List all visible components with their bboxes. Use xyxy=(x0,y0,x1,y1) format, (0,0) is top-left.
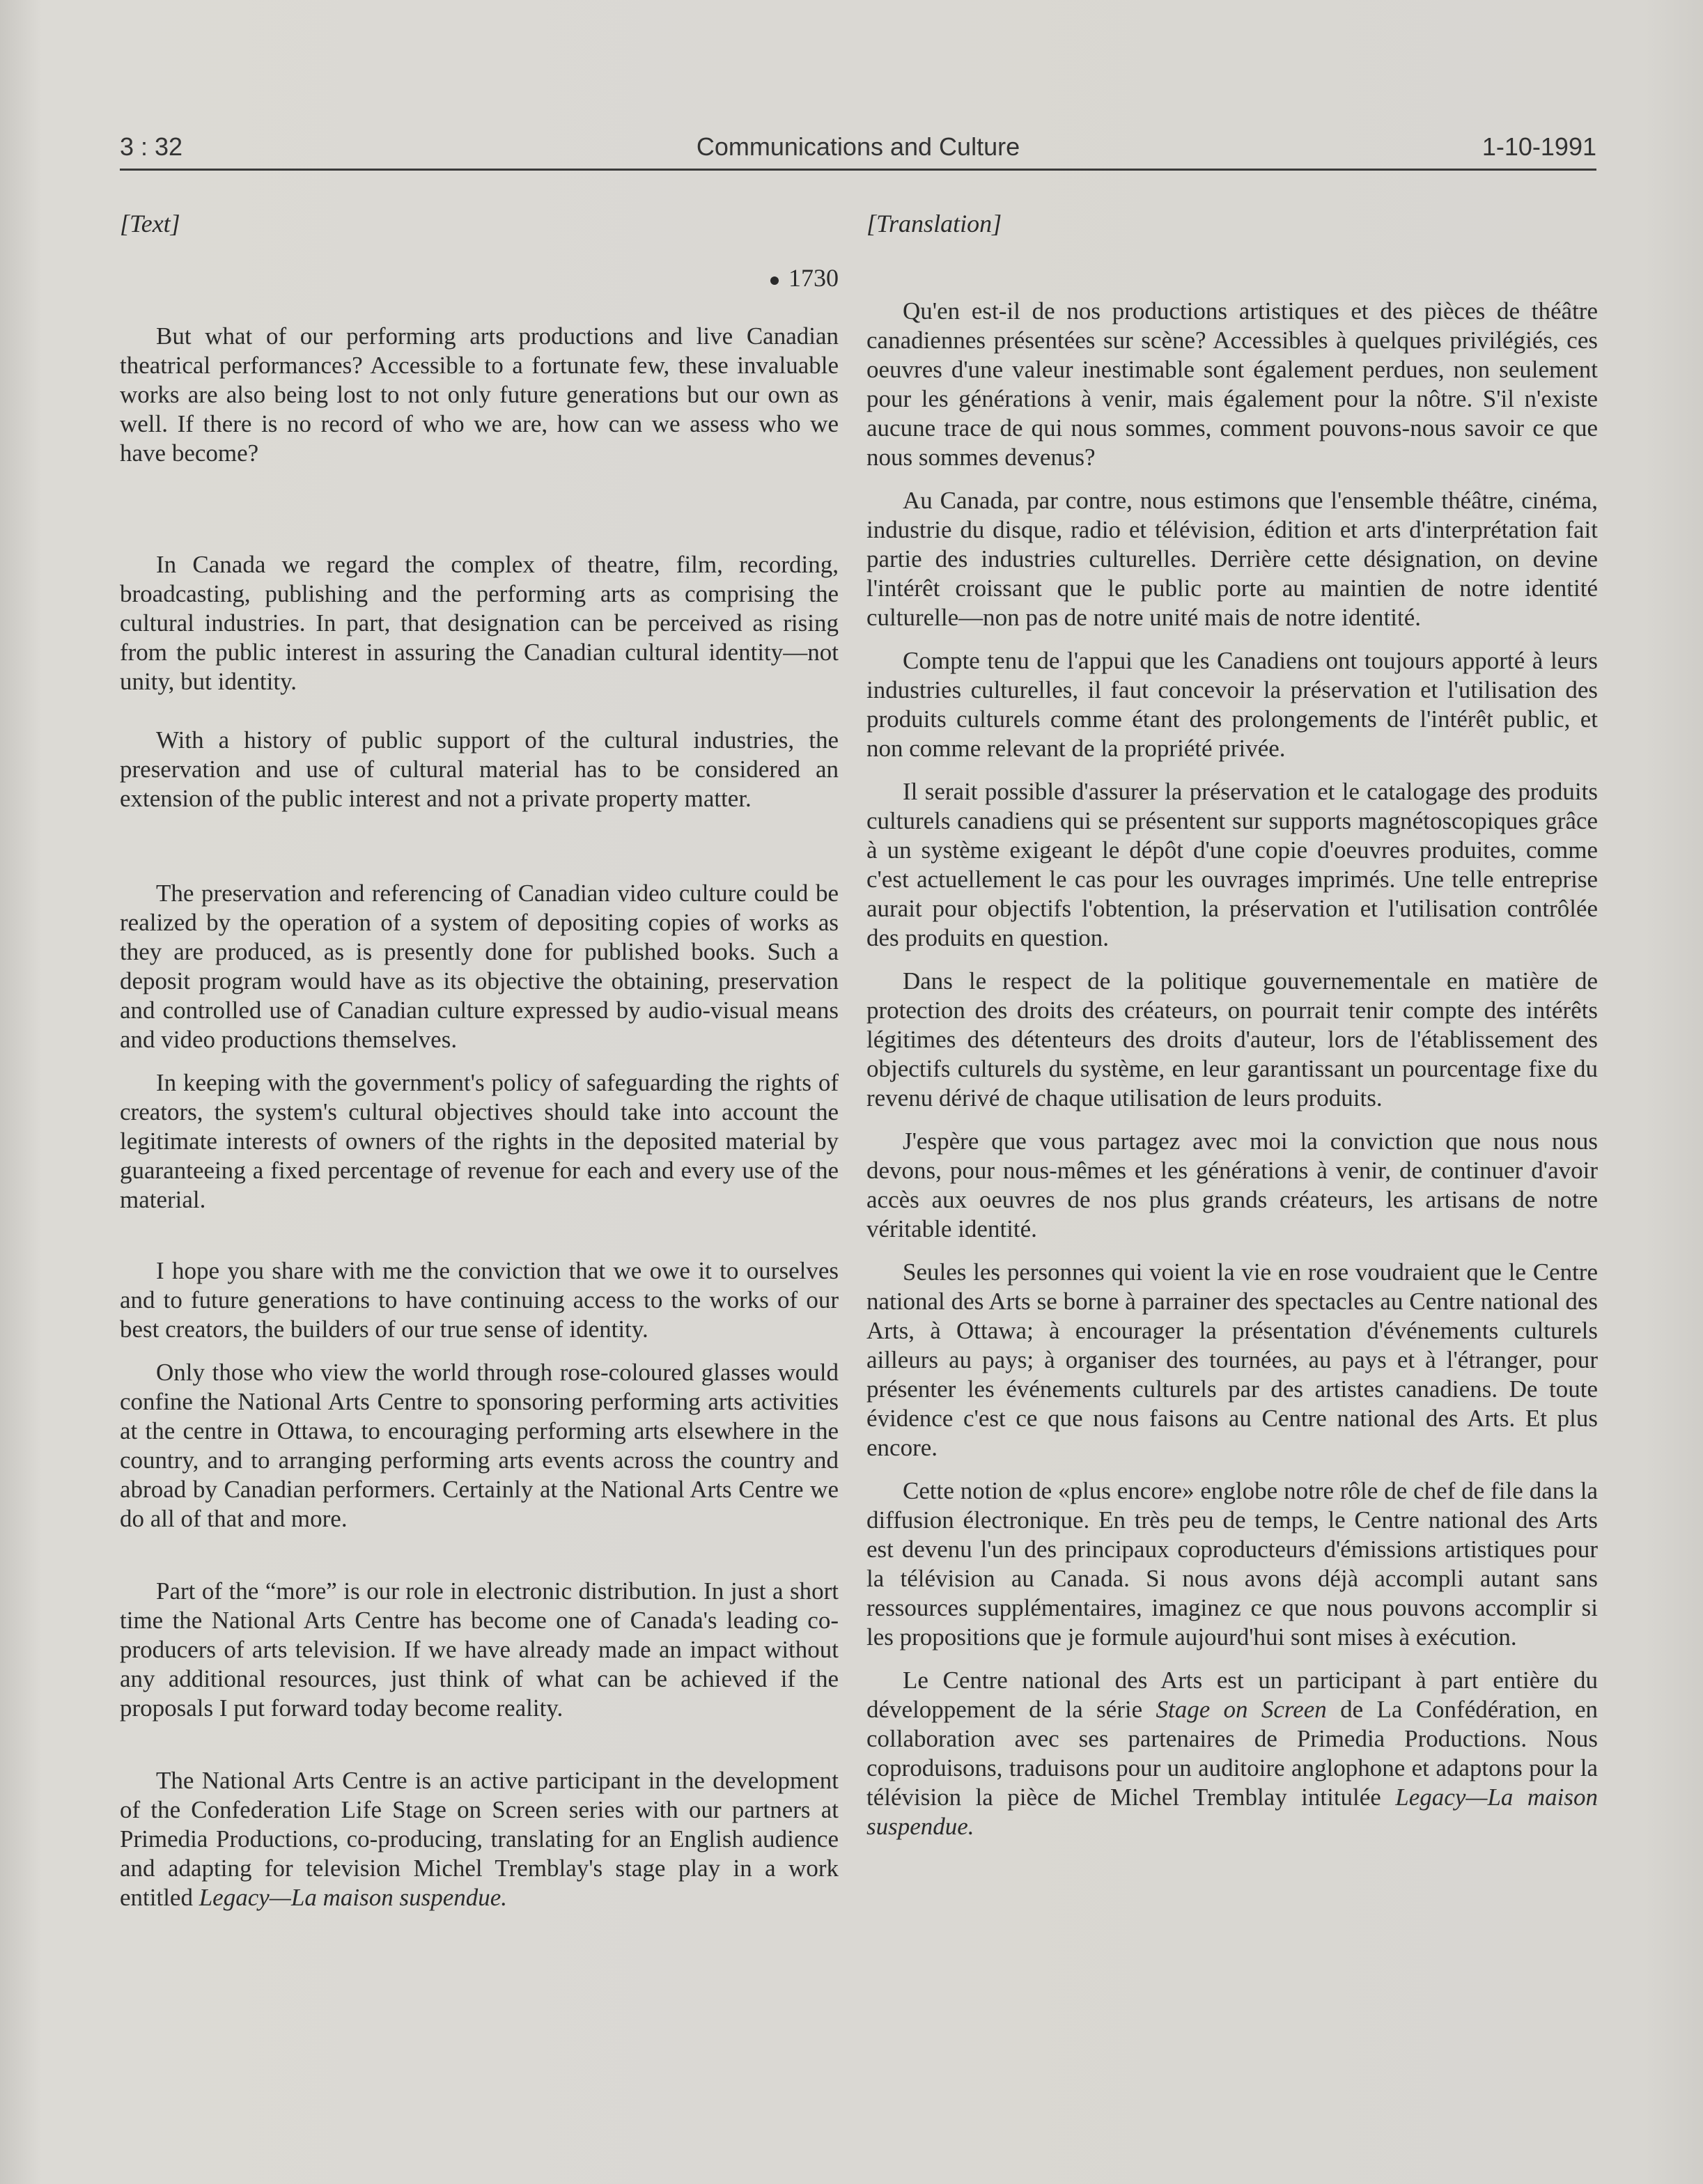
paragraph: With a history of public support of the cultural industries, the preservation and use of cultural material has to be considered an extension of the public interest and not a private property matter. xyxy=(120,726,839,812)
paragraph: Seules les personnes qui voient la vie en rose voudraient que le Centre national des Arts se borne à parrainer des spectacles au Centre national des Arts, à Ottawa; à encourager la présentation d'événements culturels ailleurs au pays; à organiser des tournées, au pays et à l'étranger, pour présenter les événements culturels par des artistes canadiens. De toute évidence c'est ce que nous faisons au Centre national des Arts. Et plus encore. xyxy=(866,1258,1598,1461)
paragraph-text: Le Centre national des Arts est un participant à part entière du développement de la série xyxy=(866,1667,1598,1723)
paragraph: Il serait possible d'assurer la préservation et le catalogage des produits culturels canadiens qui se présentent sur supports magnétoscopiques grâce à un système exigeant le dépôt d'une copie d'oeuvres produites, comme c'est actuellement le cas pour les ouvrages imprimés. Une telle entreprise aurait pour objectifs l'obtention, la préservation et l'utilisation contrôlée des produits en question. xyxy=(866,778,1598,951)
paragraph: The preservation and referencing of Canadian video culture could be realized by the operation of a system of depositing copies of works as they are produced, as is presently done for published books. Such a deposit program would have as its objective the obtaining, preservation and controlled use of Canadian culture expressed by audio-visual means and video productions themselves. xyxy=(120,880,839,1053)
time-value: 1730 xyxy=(788,264,839,292)
paragraph: Qu'en est-il de nos productions artistiques et des pièces de théâtre canadiennes présentées sur scène? Accessibles à quelques privilégiés, ces oeuvres d'une valeur inestimable sont également perdues, non seulement pour les générations à venir, mais également pour la nôtre. S'il n'existe aucune trace de qui nous sommes, comment pouvons-nous savoir ce que nous sommes devenus? xyxy=(866,297,1598,471)
bullet-icon xyxy=(770,276,779,285)
english-column xyxy=(120,209,839,1912)
page-date: 1-10-1991 xyxy=(1482,132,1596,161)
paragraph: I hope you share with me the conviction that we owe it to ourselves and to future generations to have continuing access to the works of our best creators, the builders of our true sense of identity. xyxy=(120,1257,839,1343)
paragraph: Part of the “more” is our role in electronic distribution. In just a short time the National Arts Centre has become one of Canada's leading co-producers of arts television. If we have already made an impact without any additional resources, just think of what can be achieved if the proposals I put forward today become reality. xyxy=(120,1577,839,1722)
paragraph: Compte tenu de l'appui que les Canadiens ont toujours apporté à leurs industries culturelles, il faut concevoir la préservation et l'utilisation des produits culturels comme étant des prolongements de l'intérêt public, et non comme relevant de la propriété privée. xyxy=(866,647,1598,762)
paragraph: Au Canada, par contre, nous estimons que l'ensemble théâtre, cinéma, industrie du disque, radio et télévision, édition et arts d'interprétation fait partie des industries culturelles. Derrière cette désignation, on devine l'intérêt croissant que le public porte au maintien de notre identité culturelle—non pas de notre unité mais de notre identité. xyxy=(866,487,1598,631)
page-header xyxy=(120,130,1596,171)
time-marker xyxy=(120,263,839,292)
french-column xyxy=(866,209,1598,1841)
paragraph xyxy=(120,1766,839,1912)
paragraph: But what of our performing arts productions and live Canadian theatrical performances? Accessible to a fortunate few, these invaluable works are also being lost to not only future generations but our own as well. If there is no record of who we are, how can we assess who we have become? xyxy=(120,322,839,467)
paragraph: Only those who view the world through rose-coloured glasses would confine the National Arts Centre to sponsoring performing arts activities at the centre in Ottawa, to encouraging performing arts elsewhere in the country, and to arranging performing arts events across the country and abroad by Canadian performers. Certainly at the National Arts Centre we do all of that and more. xyxy=(120,1359,839,1532)
series-title: Stage on Screen xyxy=(1156,1696,1327,1723)
paragraph-text: The National Arts Centre is an active participant in the development of the Confederation Life Stage on Screen series with our partners at Primedia Productions, co-producing, translating for an English audience and adapting for television Michel Tremblay's stage play in a work entitled xyxy=(120,1767,839,1911)
page-title: Communications and Culture xyxy=(696,132,1020,161)
paragraph-text: de La Confédération, en collaboration avec ses partenaires de Primedia Productions. Nous coproduisons, traduisons pour un auditoire anglophone et adaptons pour la télévision la pièce de Michel Tremblay intitulée xyxy=(866,1696,1599,1811)
translation-tag: [Translation] xyxy=(866,210,1002,237)
work-title: Legacy—La maison suspendue. xyxy=(199,1884,508,1911)
paragraph: Dans le respect de la politique gouvernementale en matière de protection des droits des créateurs, on pourrait tenir compte des intérêts légitimes des détenteurs des droits d'auteur, lors de l'établissement des objectifs culturels du système, en leur garantissant un pourcentage fixe du revenu dérivé de chaque utilisation de leurs produits. xyxy=(866,967,1598,1112)
work-title: Legacy—La maison suspendue. xyxy=(866,1784,1598,1840)
paragraph: In keeping with the government's policy of safeguarding the rights of creators, the system's cultural objectives should take into account the legitimate interests of owners of the rights in the deposited material by guaranteeing a fixed percentage of revenue for each and every use of the material. xyxy=(120,1069,839,1213)
paragraph: J'espère que vous partagez avec moi la conviction que nous nous devons, pour nous-mêmes et les générations à venir, de continuer d'avoir accès aux oeuvres de nos plus grands créateurs, les artisans de notre véritable identité. xyxy=(866,1128,1598,1242)
paragraph: In Canada we regard the complex of theatre, film, recording, broadcasting, publishing and the performing arts as comprising the cultural industries. In part, that designation can be perceived as rising from the public interest in assuring the Canadian cultural identity—not unity, but identity. xyxy=(120,551,839,695)
paragraph xyxy=(866,1666,1598,1841)
paragraph: Cette notion de «plus encore» englobe notre rôle de chef de file dans la diffusion électronique. En très peu de temps, le Centre national des Arts est devenu l'un des principaux coproducteurs d'émissions artistiques pour la télévision au Canada. Si nous avons déjà accompli autant sans ressources supplémentaires, imaginez ce que nous pouvons accomplir si les propositions que je formule aujourd'hui sont mises à exécution. xyxy=(866,1477,1598,1651)
text-tag: [Text] xyxy=(120,210,180,237)
page-number: 3 : 32 xyxy=(120,132,183,161)
